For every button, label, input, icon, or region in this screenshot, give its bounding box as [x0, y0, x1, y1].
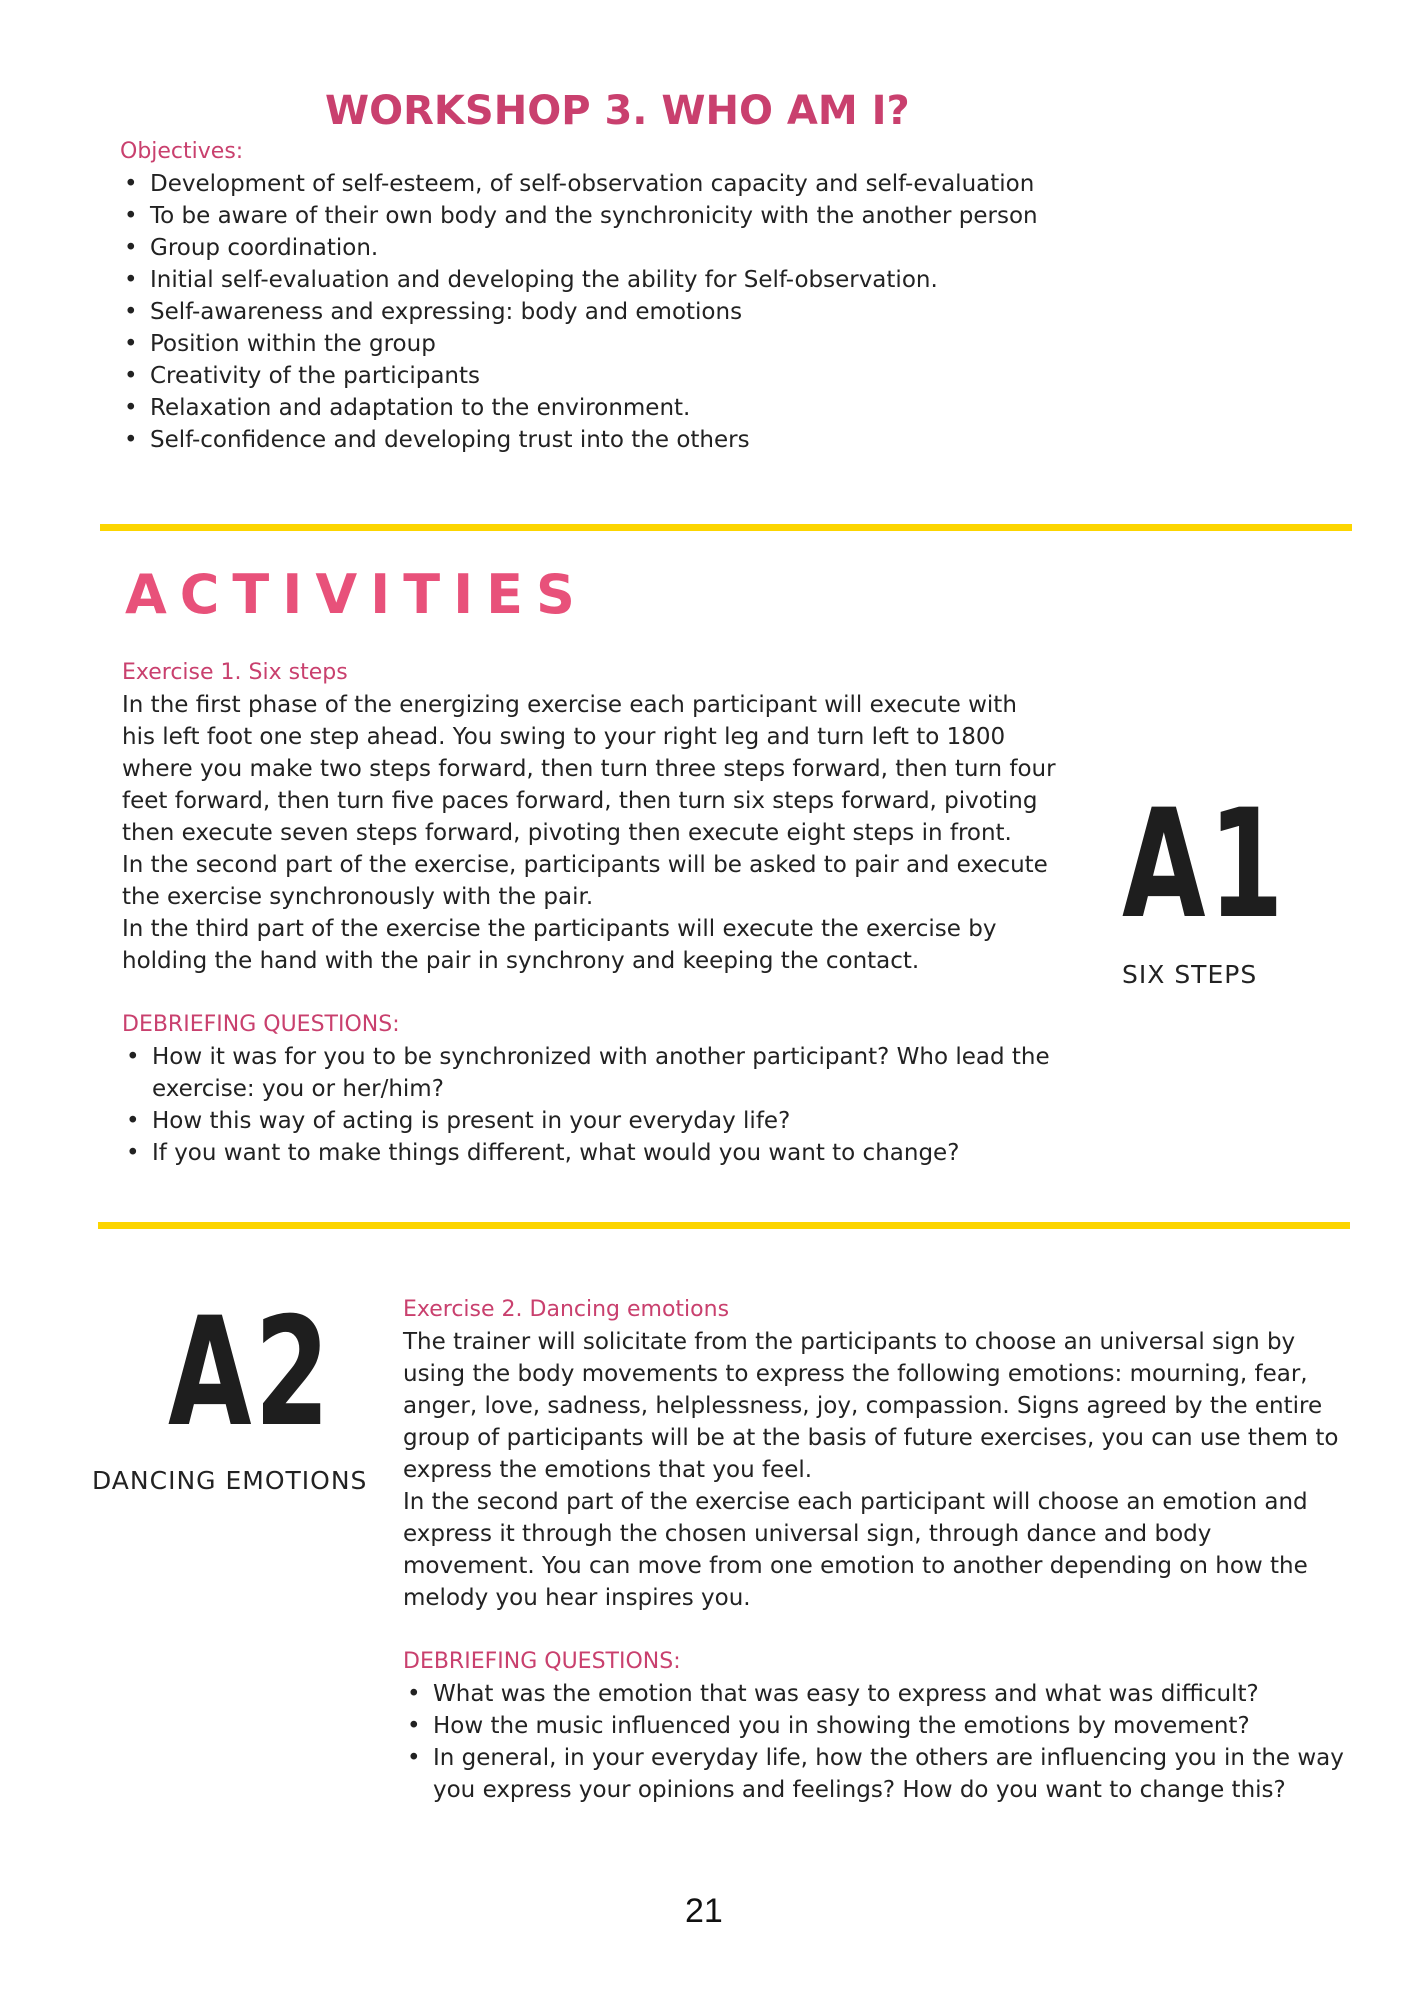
section-divider — [98, 1222, 1350, 1229]
objectives-list — [120, 168, 1120, 456]
exercise-2-line: group of participants will be at the basis of future exercises, you can use them to — [403, 1425, 1339, 1451]
activity-caption-a1: SIX STEPS — [1122, 960, 1258, 989]
list-item: • Position within the group — [150, 328, 1120, 360]
exercise-1-line: In the third part of the exercise the participants will execute the exercise by — [122, 916, 997, 942]
list-item: • Initial self-evaluation and developing the ability for Self-observation. — [150, 264, 1120, 296]
exercise-2-line: movement. You can move from one emotion to another depending on how the — [403, 1553, 1308, 1579]
exercise-1-line: the exercise synchronously with the pair. — [122, 884, 594, 910]
exercise-2-line: The trainer will solicitate from the participants to choose an universal sign by — [403, 1329, 1296, 1355]
debriefing-list — [122, 1041, 1082, 1169]
exercise-2-line: In the second part of the exercise each participant will choose an emotion and — [403, 1489, 1308, 1515]
section-divider — [100, 524, 1352, 531]
list-item: • How it was for you to be synchronized with another participant? Who lead the exercise: you or her/him? — [152, 1041, 1082, 1105]
debriefing-label: DEBRIEFING QUESTIONS: — [403, 1649, 681, 1674]
debriefing-list — [403, 1678, 1363, 1806]
exercise-1-line: feet forward, then turn five paces forward, then turn six steps forward, pivoting — [122, 788, 1038, 814]
list-item: • Creativity of the participants — [150, 360, 1120, 392]
exercise-1-line: In the first phase of the energizing exercise each participant will execute with — [122, 692, 1017, 718]
activities-heading: ACTIVITIES — [125, 563, 588, 626]
debriefing-label: DEBRIEFING QUESTIONS: — [122, 1012, 400, 1037]
list-item: • How the music influenced you in showing the emotions by movement? — [433, 1710, 1363, 1742]
list-item: • Development of self-esteem, of self-observation capacity and self-evaluation — [150, 168, 1120, 200]
list-item: • In general, in your everyday life, how the others are influencing you in the way you express your opinions and feelings? How do you want to change this? — [433, 1742, 1363, 1806]
exercise-1 — [122, 657, 1082, 1169]
exercise-1-line: holding the hand with the pair in synchrony and keeping the contact. — [122, 948, 920, 974]
page-number: 21 — [685, 1892, 723, 1930]
activity-code-a1: A1 — [1122, 778, 1287, 952]
exercise-1-title: Exercise 1. Six steps — [122, 660, 348, 685]
exercise-2-line: anger, love, sadness, helplessness, joy, compassion. Signs agreed by the entire — [403, 1393, 1323, 1419]
exercise-2-line: express it through the chosen universal sign, through dance and body — [403, 1521, 1212, 1547]
exercise-1-line: then execute seven steps forward, pivoting then execute eight steps in front. — [122, 820, 1012, 846]
page-title: WORKSHOP 3. WHO AM I? — [325, 88, 910, 134]
list-item: • If you want to make things different, what would you want to change? — [152, 1137, 1082, 1169]
list-item: • How this way of acting is present in your everyday life? — [152, 1105, 1082, 1137]
list-item: • To be aware of their own body and the synchronicity with the another person — [150, 200, 1120, 232]
exercise-1-line: where you make two steps forward, then turn three steps forward, then turn four — [122, 756, 1056, 782]
activity-code-a2: A2 — [168, 1286, 333, 1460]
exercise-2 — [403, 1294, 1363, 1806]
exercise-2-line: express the emotions that you feel. — [403, 1457, 813, 1483]
exercise-1-line: In the second part of the exercise, participants will be asked to pair and execute — [122, 852, 1048, 878]
list-item: • Self-awareness and expressing: body and emotions — [150, 296, 1120, 328]
list-item: • Relaxation and adaptation to the environment. — [150, 392, 1120, 424]
exercise-2-line: melody you hear inspires you. — [403, 1585, 751, 1611]
exercise-1-line: his left foot one step ahead. You swing to your right leg and turn left to 1800 — [122, 724, 1006, 750]
objectives-section — [120, 136, 1120, 456]
list-item: • Self-confidence and developing trust into the others — [150, 424, 1120, 456]
list-item: • Group coordination. — [150, 232, 1120, 264]
exercise-2-line: using the body movements to express the following emotions: mourning, fear, — [403, 1361, 1308, 1387]
exercise-2-title: Exercise 2. Dancing emotions — [403, 1297, 730, 1322]
objectives-label: Objectives: — [120, 139, 244, 164]
activity-caption-a2: DANCING EMOTIONS — [92, 1466, 368, 1495]
list-item: • What was the emotion that was easy to express and what was difficult? — [433, 1678, 1363, 1710]
